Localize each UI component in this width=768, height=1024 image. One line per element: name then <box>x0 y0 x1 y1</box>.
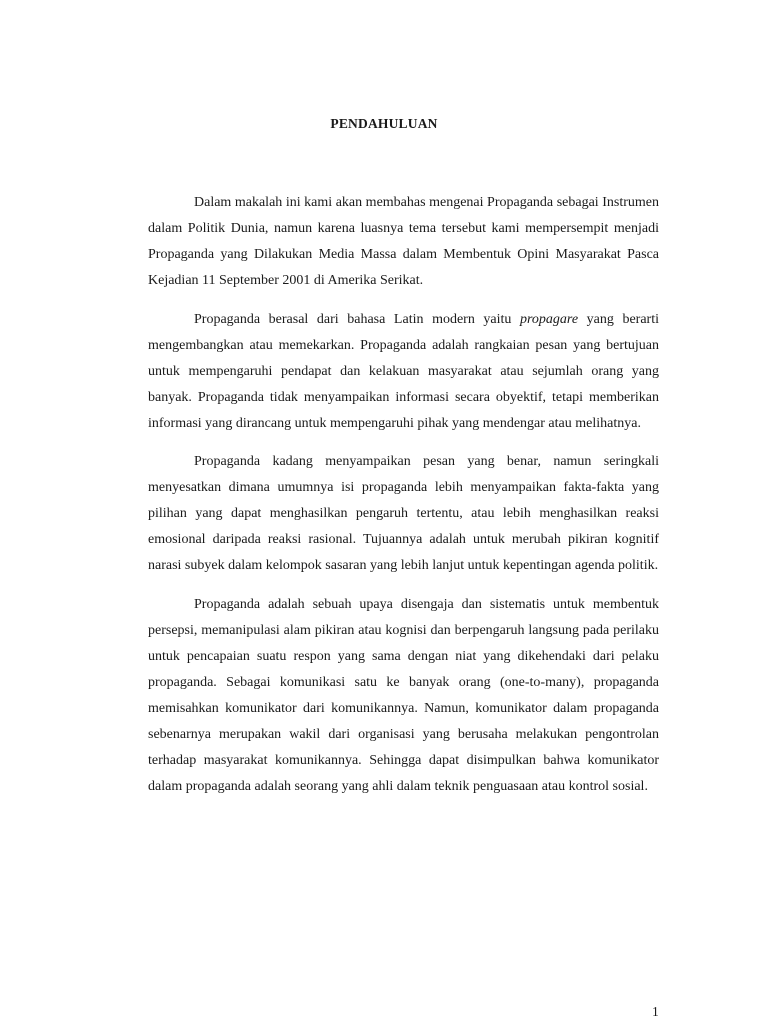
paragraph-4: Propaganda adalah sebuah upaya disengaja dan sistematis untuk membentuk persepsi, memanipulasi alam pikiran atau kognisi dan berpengaruh langsung pada perilaku untuk pencapaian suatu respon yang sama dengan niat yang dikehendaki dari pelaku propaganda. Sebagai komunikasi satu ke banyak orang (one-to-many), propaganda memisahkan komunikator dari komunikannya. Namun, komunikator dalam propaganda sebenarnya merupakan wakil dari organisasi yang berusaha melakukan pengontrolan terhadap masyarakat komunikannya. Sehingga dapat disimpulkan bahwa komunikator dalam propaganda adalah seorang yang ahli dalam teknik penguasaan atau kontrol sosial. <box>148 596 659 794</box>
paragraph-2 <box>148 307 659 437</box>
paragraph-3: Propaganda kadang menyampaikan pesan yang benar, namun seringkali menyesatkan dimana umumnya isi propaganda lebih menyampaikan fakta-fakta yang pilihan yang dapat menghasilkan pengaruh tertentu, atau lebih menghasilkan reaksi emosional daripada reaksi rasional. Tujuannya adalah untuk merubah pikiran kognitif narasi subyek dalam kelompok sasaran yang lebih lanjut untuk kepentingan agenda politik. <box>148 454 659 573</box>
paragraph-2-text-end: yang berarti mengembangkan atau memekarkan. Propaganda adalah rangkaian pesan yang bertujuan untuk mempengaruhi pendapat dan kelakuan masyarakat atau sejumlah orang yang banyak. Propaganda tidak menyampaikan informasi secara obyektif, tetapi memberikan informasi yang dirancang untuk mempengaruhi pihak yang mendengar atau melihatnya. <box>148 311 659 431</box>
italic-term-propagare: propagare <box>520 311 579 327</box>
document-body <box>148 190 659 812</box>
paragraph-1: Dalam makalah ini kami akan membahas mengenai Propaganda sebagai Instrumen dalam Politik Dunia, namun karena luasnya tema tersebut kami mempersempit menjadi Propaganda yang Dilakukan Media Massa dalam Membentuk Opini Masyarakat Pasca Kejadian 11 September 2001 di Amerika Serikat. <box>148 195 659 288</box>
page-title: PENDAHULUAN <box>330 116 438 131</box>
page-number: 1 <box>652 1004 659 1019</box>
paragraph-2-text-start: Propaganda berasal dari bahasa Latin modern yaitu <box>194 311 520 327</box>
